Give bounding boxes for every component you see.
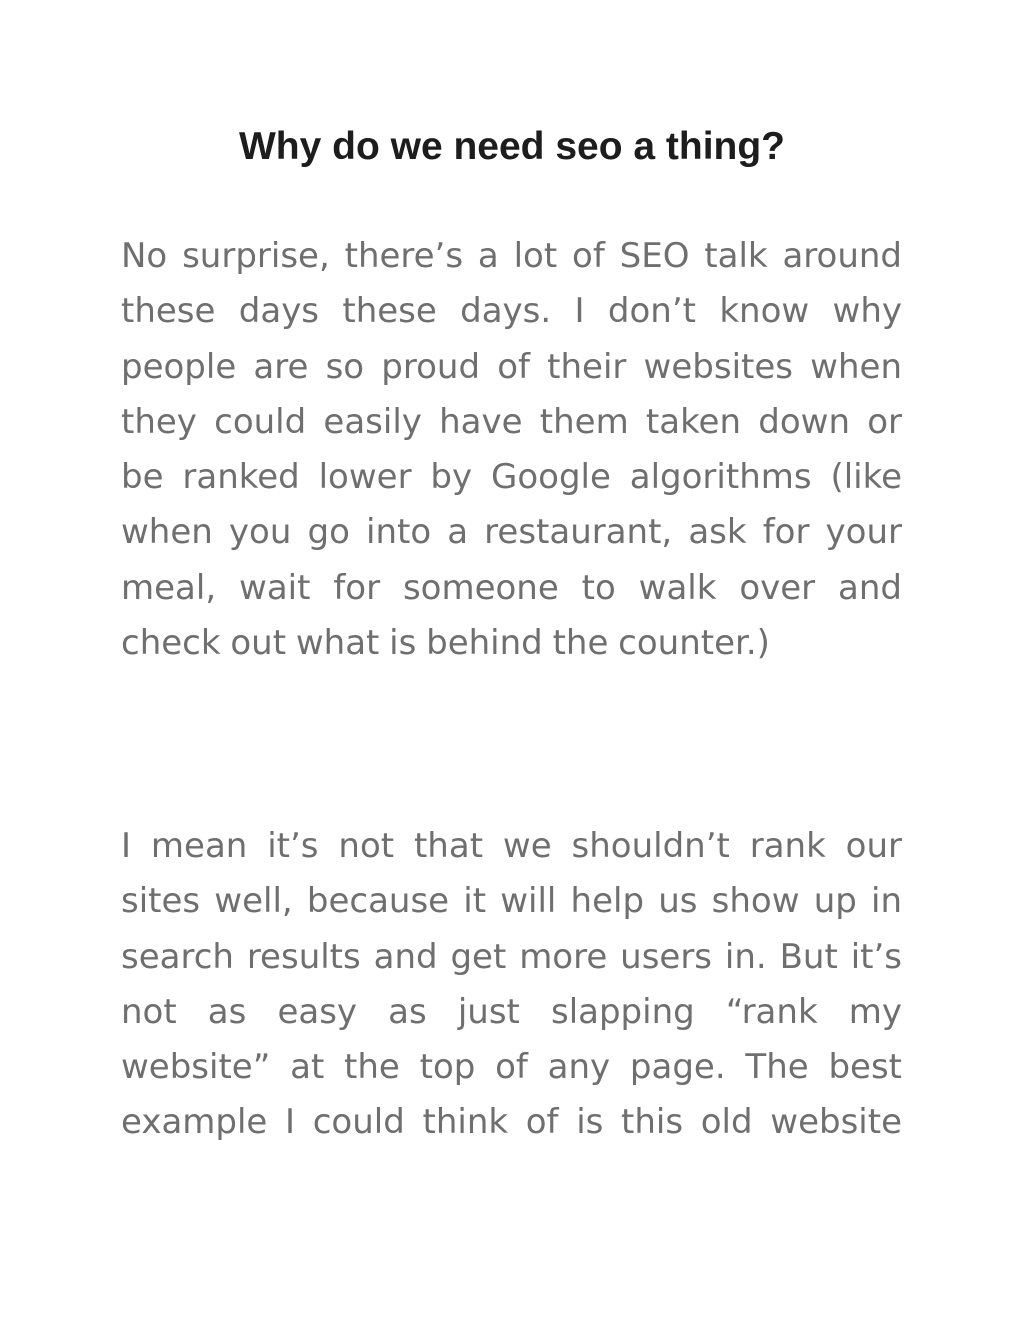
document-title: Why do we need seo a thing? [238,125,786,168]
paragraph-2: I mean it’s not that we shouldn’t rank our sites well, because it will help us show up in search results and get more users in. But it’s not as easy as just slapping “rank my website” at the top of any page. The best example I could think of is this old website [121,826,902,1143]
paragraph-1: No surprise, there’s a lot of SEO talk around these days these days. I don’t know why people are so proud of their websites when they could easily have them taken down or be ranked lower by Google algorithms (like when you go into a restaurant, ask for your meal, wait for someone to walk over and check out what is behind the counter.) [121,236,902,664]
